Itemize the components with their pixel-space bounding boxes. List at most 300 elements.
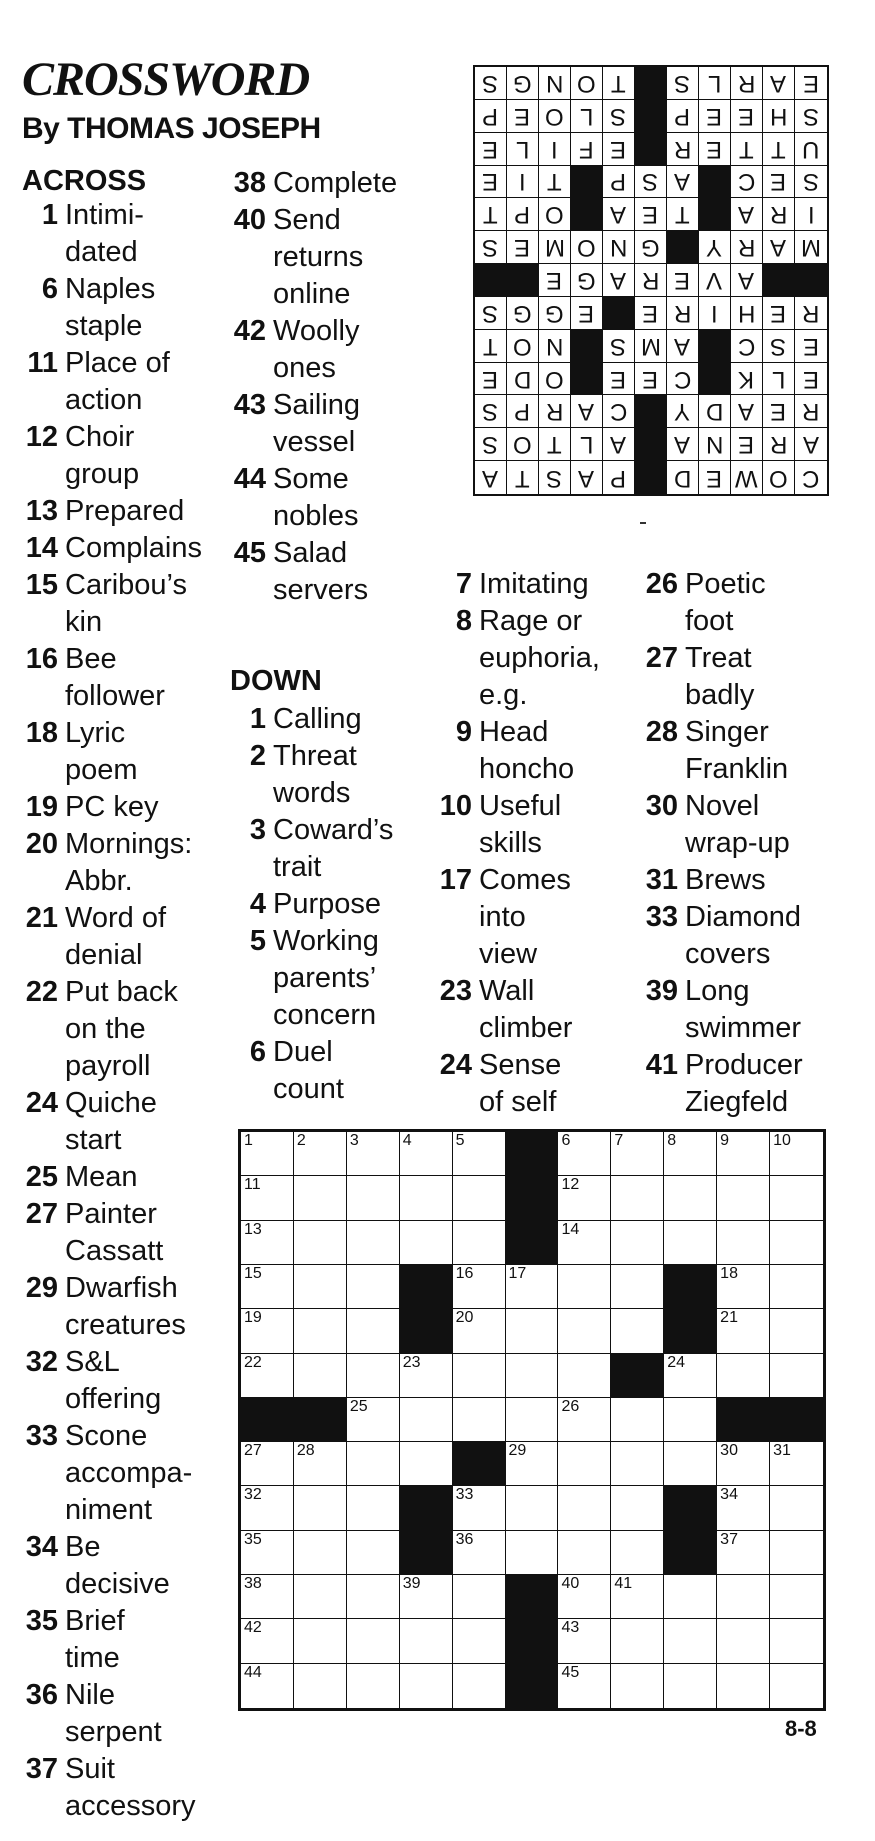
across-clue-25 <box>22 1159 138 1196</box>
clue-line: view <box>479 938 538 970</box>
solution-black-square <box>795 264 827 297</box>
grid-square[interactable] <box>717 1531 770 1575</box>
grid-square[interactable] <box>770 1309 823 1353</box>
grid-square[interactable] <box>558 1265 611 1309</box>
grid-square[interactable] <box>506 1309 559 1353</box>
clue-line: niment <box>65 1494 153 1526</box>
clue-number: 38 <box>233 167 266 199</box>
grid-square[interactable] <box>347 1575 400 1619</box>
solution-letter <box>507 133 539 166</box>
grid-square[interactable] <box>664 1398 717 1442</box>
grid-square[interactable] <box>611 1619 664 1663</box>
solution-letter <box>571 231 603 264</box>
solution-glyph: L <box>707 69 722 97</box>
clue-text <box>65 900 166 974</box>
clue-line: Complete <box>273 167 398 199</box>
square-number: 10 <box>773 1132 791 1149</box>
solution-letter <box>475 231 507 264</box>
grid-square[interactable] <box>453 1575 506 1619</box>
solution-glyph: E <box>738 102 755 130</box>
down-clue-7 <box>430 566 589 603</box>
grid-square[interactable] <box>453 1265 506 1309</box>
square-number: 30 <box>720 1442 738 1460</box>
grid-square[interactable] <box>611 1575 664 1619</box>
grid-square[interactable] <box>770 1619 823 1663</box>
solution-letter <box>507 428 539 461</box>
clue-text <box>65 1196 163 1270</box>
grid-square[interactable] <box>558 1398 611 1442</box>
black-square <box>506 1575 559 1619</box>
across-clue-22 <box>22 974 178 1085</box>
clue-line: follower <box>65 680 165 712</box>
grid-square[interactable] <box>770 1265 823 1309</box>
clue-text <box>479 566 589 603</box>
grid-square[interactable] <box>717 1619 770 1663</box>
black-square <box>770 1398 823 1442</box>
solution-glyph: O <box>545 201 564 229</box>
grid-square[interactable] <box>241 1265 294 1309</box>
down-clue-31 <box>636 862 766 899</box>
square-number: 8 <box>667 1132 677 1149</box>
grid-square[interactable] <box>717 1221 770 1265</box>
solution-letter <box>731 428 763 461</box>
grid-square[interactable] <box>611 1531 664 1575</box>
solution-glyph: N <box>705 431 724 459</box>
square-number: 41 <box>614 1575 633 1593</box>
solution-glyph: E <box>706 102 723 130</box>
square-number: 9 <box>720 1132 730 1149</box>
grid-square[interactable] <box>294 1442 347 1486</box>
grid-square[interactable] <box>241 1619 294 1663</box>
grid-square[interactable] <box>294 1221 347 1265</box>
grid-square[interactable] <box>347 1354 400 1398</box>
grid-square[interactable] <box>611 1442 664 1486</box>
grid-square[interactable] <box>241 1664 294 1708</box>
solution-letter <box>571 264 603 297</box>
clue-number: 6 <box>41 273 58 305</box>
clue-number: 1 <box>41 199 58 231</box>
solution-letter <box>699 461 731 494</box>
grid-square[interactable] <box>241 1486 294 1530</box>
grid-square[interactable] <box>347 1221 400 1265</box>
grid-square[interactable] <box>347 1442 400 1486</box>
square-number: 22 <box>244 1353 262 1371</box>
grid-square[interactable] <box>294 1265 347 1309</box>
grid-square[interactable] <box>770 1176 823 1220</box>
solution-letter <box>731 198 763 231</box>
grid-square[interactable] <box>664 1354 717 1398</box>
solution-glyph: P <box>514 201 531 229</box>
solution-glyph: E <box>802 332 819 360</box>
grid-square[interactable] <box>453 1132 506 1176</box>
grid-square[interactable] <box>770 1486 823 1530</box>
solution-letter <box>667 297 699 330</box>
grid-square[interactable] <box>347 1265 400 1309</box>
black-square <box>664 1486 717 1530</box>
grid-square[interactable] <box>294 1531 347 1575</box>
grid-square[interactable] <box>558 1575 611 1619</box>
clue-line: concern <box>273 999 377 1031</box>
grid-square[interactable] <box>453 1486 506 1530</box>
clue-text <box>65 1085 157 1159</box>
clue-line: count <box>273 1073 344 1105</box>
square-number: 12 <box>561 1176 580 1194</box>
solution-letter <box>731 166 763 199</box>
clue-line: group <box>65 458 140 490</box>
grid-square[interactable] <box>558 1176 611 1220</box>
grid-square[interactable] <box>347 1132 400 1176</box>
solution-letter <box>507 297 539 330</box>
clue-line: Word of <box>65 902 167 934</box>
clue-number: 5 <box>249 925 266 957</box>
square-number: 17 <box>508 1264 527 1282</box>
grid-square[interactable] <box>611 1176 664 1220</box>
solution-letter <box>571 297 603 330</box>
solution-glyph: A <box>578 464 595 492</box>
down-clue-24 <box>430 1047 561 1121</box>
clue-line: skills <box>479 827 542 859</box>
solution-letter <box>635 330 667 363</box>
solution-grid <box>473 65 829 496</box>
clue-number: 33 <box>645 901 678 933</box>
grid-square[interactable] <box>717 1309 770 1353</box>
grid-square[interactable] <box>347 1486 400 1530</box>
grid-square[interactable] <box>453 1176 506 1220</box>
across-clue-27 <box>22 1196 163 1270</box>
square-number: 37 <box>720 1530 738 1548</box>
square-number: 24 <box>667 1353 686 1371</box>
grid-square[interactable] <box>400 1354 453 1398</box>
solution-letter <box>507 67 539 100</box>
clue-line: PC key <box>65 791 159 823</box>
solution-letter <box>699 67 731 100</box>
grid-square[interactable] <box>400 1176 453 1220</box>
grid-square[interactable] <box>717 1176 770 1220</box>
solution-glyph: R <box>802 398 820 426</box>
black-square <box>717 1398 770 1442</box>
grid-square[interactable] <box>400 1664 453 1708</box>
solution-letter <box>475 100 507 133</box>
clue-number: 4 <box>249 888 266 920</box>
grid-square[interactable] <box>770 1575 823 1619</box>
solution-glyph: I <box>711 299 718 327</box>
solution-letter <box>475 133 507 166</box>
grid-square[interactable] <box>611 1398 664 1442</box>
grid-square[interactable] <box>770 1132 823 1176</box>
solution-letter <box>699 264 731 297</box>
solution-glyph: E <box>578 299 595 327</box>
across-clue-32 <box>22 1344 161 1418</box>
grid-square[interactable] <box>506 1442 559 1486</box>
solution-black-square <box>699 330 731 363</box>
solution-letter <box>539 231 571 264</box>
grid-square[interactable] <box>453 1619 506 1663</box>
clue-text <box>273 738 357 812</box>
clue-line: wrap-up <box>685 827 790 859</box>
across-clue-34 <box>22 1529 170 1603</box>
grid-square[interactable] <box>558 1442 611 1486</box>
solution-black-square <box>699 198 731 231</box>
grid-square[interactable] <box>611 1486 664 1530</box>
clue-line: Suit <box>65 1753 115 1785</box>
grid-square[interactable] <box>506 1398 559 1442</box>
grid-square[interactable] <box>770 1531 823 1575</box>
clue-line: Bee <box>65 643 117 675</box>
clue-number: 31 <box>645 864 678 896</box>
grid-square[interactable] <box>241 1354 294 1398</box>
clue-line: Long <box>685 975 750 1007</box>
clue-line: badly <box>685 679 755 711</box>
grid-square[interactable] <box>611 1132 664 1176</box>
across-clue-37 <box>22 1751 196 1825</box>
grid-square[interactable] <box>347 1664 400 1708</box>
solution-letter <box>667 363 699 396</box>
grid-square[interactable] <box>400 1132 453 1176</box>
solution-glyph: R <box>673 135 692 163</box>
grid-square[interactable] <box>770 1221 823 1265</box>
grid-square[interactable] <box>347 1309 400 1353</box>
grid-square[interactable] <box>611 1664 664 1708</box>
grid-square[interactable] <box>453 1309 506 1353</box>
solution-glyph: A <box>578 398 595 426</box>
grid-square[interactable] <box>400 1619 453 1663</box>
solution-letter <box>571 395 603 428</box>
solution-glyph: S <box>482 398 499 426</box>
grid-square[interactable] <box>506 1354 559 1398</box>
solution-glyph: G <box>513 299 532 327</box>
solution-black-square <box>635 67 667 100</box>
solution-letter <box>667 264 699 297</box>
grid-square[interactable] <box>664 1442 717 1486</box>
clue-text <box>479 1047 561 1121</box>
grid-square[interactable] <box>241 1531 294 1575</box>
clue-number: 32 <box>25 1346 58 1378</box>
square-number: 25 <box>349 1397 368 1415</box>
solution-glyph: A <box>610 266 627 294</box>
grid-square[interactable] <box>294 1354 347 1398</box>
black-square <box>664 1531 717 1575</box>
grid-square[interactable] <box>241 1132 294 1176</box>
clue-number: 2 <box>249 740 266 772</box>
grid-square[interactable] <box>506 1531 559 1575</box>
solution-glyph: E <box>674 266 691 294</box>
square-number: 35 <box>244 1530 262 1548</box>
grid-square[interactable] <box>558 1531 611 1575</box>
solution-glyph: R <box>737 234 756 262</box>
solution-glyph: I <box>551 135 558 163</box>
grid-square[interactable] <box>294 1664 347 1708</box>
solution-letter <box>507 395 539 428</box>
grid-square[interactable] <box>664 1221 717 1265</box>
grid-square[interactable] <box>294 1176 347 1220</box>
black-square <box>400 1486 453 1530</box>
down-clue-10 <box>430 788 561 862</box>
clue-line: Dwarfish <box>65 1272 178 1304</box>
solution-letter <box>667 198 699 231</box>
grid-square[interactable] <box>558 1486 611 1530</box>
grid-square[interactable] <box>347 1619 400 1663</box>
grid-square[interactable] <box>664 1132 717 1176</box>
grid-square[interactable] <box>770 1442 823 1486</box>
solution-glyph: E <box>514 102 531 130</box>
square-number: 7 <box>614 1132 624 1149</box>
grid-square[interactable] <box>558 1309 611 1353</box>
clue-line: time <box>65 1642 120 1674</box>
grid-square[interactable] <box>453 1531 506 1575</box>
clue-line: Coward’s <box>273 814 394 846</box>
square-number: 15 <box>244 1264 262 1282</box>
clue-line: Treat <box>685 642 752 674</box>
solution-glyph: P <box>674 102 691 130</box>
clue-text <box>273 202 363 313</box>
solution-glyph: S <box>610 102 627 130</box>
grid-square[interactable] <box>294 1132 347 1176</box>
grid-square[interactable] <box>558 1354 611 1398</box>
grid-square[interactable] <box>558 1664 611 1708</box>
grid-square[interactable] <box>558 1619 611 1663</box>
grid-square[interactable] <box>347 1531 400 1575</box>
solution-letter <box>539 166 571 199</box>
grid-square[interactable] <box>400 1221 453 1265</box>
grid-square[interactable] <box>453 1221 506 1265</box>
solution-letter <box>731 67 763 100</box>
solution-glyph: S <box>482 234 499 262</box>
across-clue-21 <box>22 900 166 974</box>
clue-line: payroll <box>65 1050 151 1082</box>
clue-line: ones <box>273 352 336 384</box>
grid-square[interactable] <box>241 1176 294 1220</box>
solution-glyph: L <box>515 135 530 163</box>
grid-square[interactable] <box>717 1664 770 1708</box>
black-square <box>506 1132 559 1176</box>
grid-square[interactable] <box>717 1132 770 1176</box>
grid-square[interactable] <box>400 1442 453 1486</box>
solution-glyph: E <box>770 299 787 327</box>
grid-square[interactable] <box>400 1398 453 1442</box>
clue-line: Send <box>273 204 341 236</box>
clue-line: staple <box>65 310 143 342</box>
clue-line: Intimi- <box>65 199 144 231</box>
grid-square[interactable] <box>294 1575 347 1619</box>
solution-black-square <box>635 395 667 428</box>
grid-square[interactable] <box>558 1221 611 1265</box>
clue-line: Cassatt <box>65 1235 164 1267</box>
grid-square[interactable] <box>506 1486 559 1530</box>
solution-letter <box>603 330 635 363</box>
grid-square[interactable] <box>241 1309 294 1353</box>
grid-square[interactable] <box>294 1619 347 1663</box>
clue-number: 15 <box>25 569 58 601</box>
solution-black-square <box>475 264 507 297</box>
grid-square[interactable] <box>506 1265 559 1309</box>
grid-square[interactable] <box>611 1221 664 1265</box>
grid-square[interactable] <box>664 1176 717 1220</box>
square-number: 18 <box>720 1264 738 1282</box>
grid-square[interactable] <box>241 1221 294 1265</box>
clue-line: offering <box>65 1383 162 1415</box>
grid-square[interactable] <box>241 1575 294 1619</box>
clue-line: serpent <box>65 1716 162 1748</box>
solution-glyph: E <box>738 431 755 459</box>
grid-square[interactable] <box>453 1664 506 1708</box>
clue-line: Calling <box>273 703 362 735</box>
solution-letter <box>571 67 603 100</box>
grid-square[interactable] <box>770 1664 823 1708</box>
clue-line: creatures <box>65 1309 186 1341</box>
clue-line: Prepared <box>65 495 185 527</box>
grid-square[interactable] <box>558 1132 611 1176</box>
clue-line: returns <box>273 241 364 273</box>
clue-line: Naples <box>65 273 156 305</box>
clue-line: Nile <box>65 1679 115 1711</box>
solution-glyph: S <box>482 69 499 97</box>
black-square <box>664 1309 717 1353</box>
clue-line: into <box>479 901 526 933</box>
grid-square[interactable] <box>611 1265 664 1309</box>
clue-number: 27 <box>645 642 678 674</box>
grid-square[interactable] <box>241 1442 294 1486</box>
grid-square[interactable] <box>294 1486 347 1530</box>
solution-letter <box>795 363 827 396</box>
square-number: 34 <box>720 1486 738 1504</box>
solution-glyph: S <box>802 102 819 130</box>
solution-letter <box>475 297 507 330</box>
grid-square[interactable] <box>294 1309 347 1353</box>
grid-square[interactable] <box>347 1176 400 1220</box>
grid-square[interactable] <box>611 1309 664 1353</box>
down-clue-5 <box>230 923 379 1034</box>
solution-letter <box>763 395 795 428</box>
grid-square[interactable] <box>717 1486 770 1530</box>
grid-square[interactable] <box>453 1398 506 1442</box>
square-number: 11 <box>244 1176 261 1194</box>
clue-line: Brief <box>65 1605 125 1637</box>
square-number: 1 <box>244 1132 253 1149</box>
solution-letter <box>635 231 667 264</box>
grid-square[interactable] <box>664 1575 717 1619</box>
clue-line: Scone <box>65 1420 148 1452</box>
solution-letter <box>603 133 635 166</box>
grid-square[interactable] <box>453 1354 506 1398</box>
solution-letter <box>763 330 795 363</box>
grid-square[interactable] <box>664 1619 717 1663</box>
grid-square[interactable] <box>400 1575 453 1619</box>
solution-glyph: E <box>482 168 499 196</box>
solution-letter <box>763 67 795 100</box>
down-clue-17 <box>430 862 571 973</box>
down-clue-8 <box>430 603 600 714</box>
solution-glyph: P <box>514 398 531 426</box>
grid-square[interactable] <box>717 1442 770 1486</box>
grid-square[interactable] <box>717 1265 770 1309</box>
clue-line: Sailing <box>273 389 361 421</box>
grid-square[interactable] <box>770 1354 823 1398</box>
clue-text <box>479 714 574 788</box>
solution-letter <box>539 264 571 297</box>
across-clue-44 <box>230 461 358 535</box>
solution-letter <box>539 198 571 231</box>
clue-number: 10 <box>439 790 472 822</box>
grid-square[interactable] <box>717 1575 770 1619</box>
solution-letter <box>795 428 827 461</box>
solution-glyph: S <box>546 464 563 492</box>
grid-square[interactable] <box>717 1354 770 1398</box>
square-number: 27 <box>244 1442 262 1460</box>
grid-square[interactable] <box>664 1664 717 1708</box>
solution-letter <box>731 395 763 428</box>
solution-black-square <box>571 363 603 396</box>
grid-square[interactable] <box>347 1398 400 1442</box>
